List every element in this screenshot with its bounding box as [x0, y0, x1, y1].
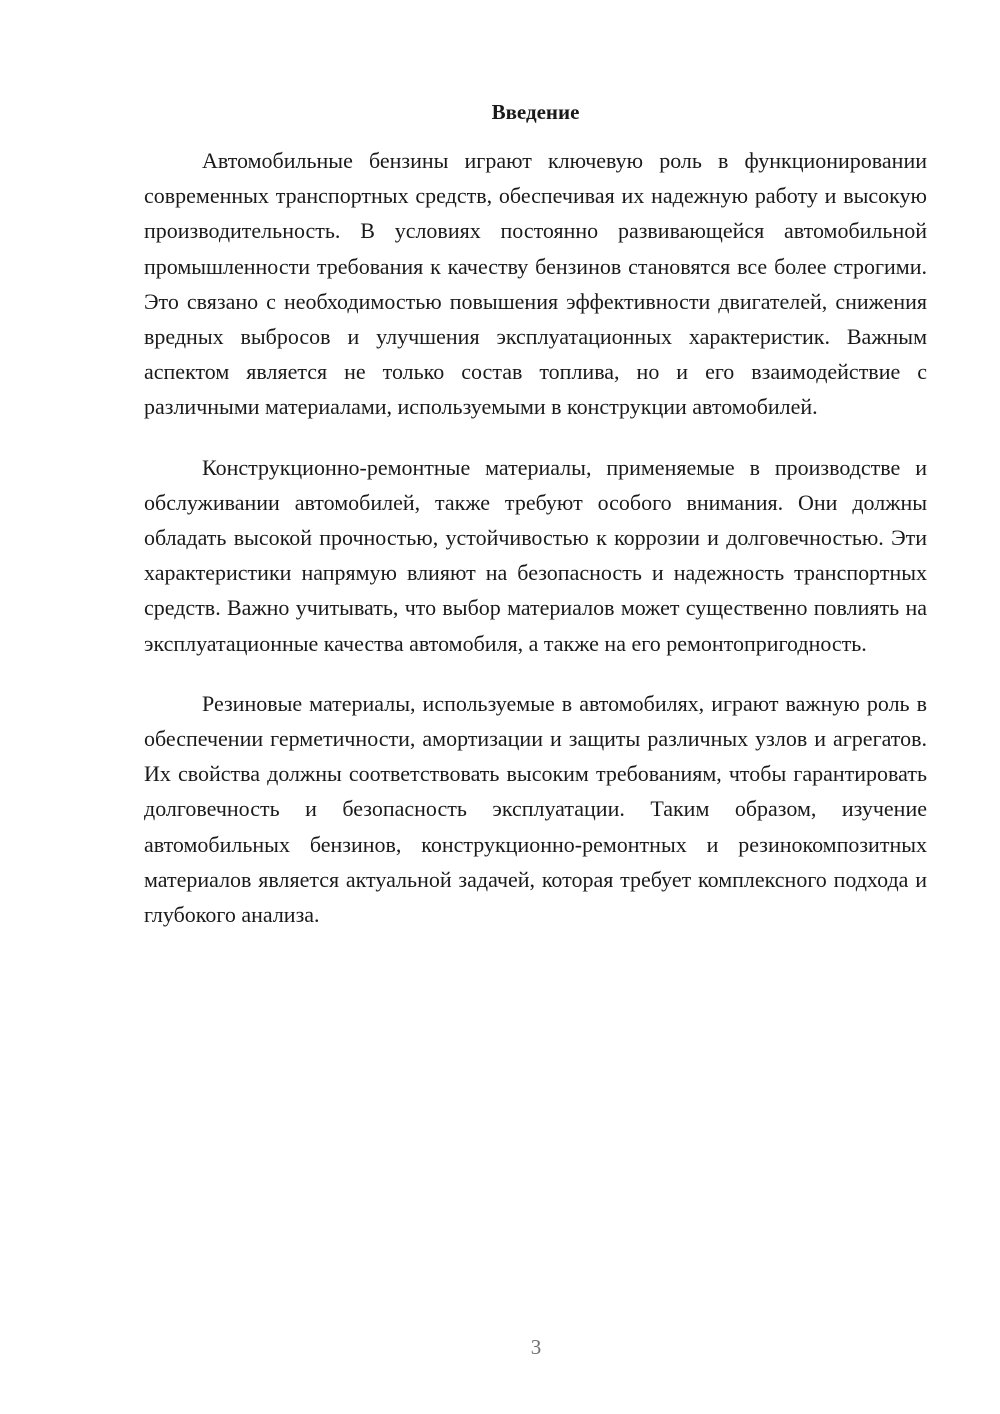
paragraph-rubber-materials: Резиновые материалы, используемые в автомобилях, играют важную роль в обеспечении герметичности, амортизации и защиты различных узлов и агрегатов. Их свойства должны соответствовать высоким требованиям, чтобы гарантировать долговечность и безопасность эксплуатации. Таким образом, изучение автомобильных бензинов, конструкционно-ремонтных и резинокомпозитных материалов является актуальной задачей, которая требует комплексного подхода и глубокого анализа. — [144, 690, 927, 928]
paragraph-structural-materials: Конструкционно-ремонтные материалы, применяемые в производстве и обслуживании автомобилей, также требуют особого внимания. Они должны обладать высокой прочностью, устойчивостью к коррозии и долговечностью. Эти характеристики напрямую влияют на безопасность и надежность транспортных средств. Важно учитывать, что выбор материалов может существенно повлиять на эксплуатационные качества автомобиля, а также на его ремонтопригодность. — [144, 454, 927, 656]
section-heading: Введение — [491, 100, 580, 124]
page-number: 3 — [530, 1335, 542, 1359]
paragraph-gasoline: Автомобильные бензины играют ключевую роль в функционировании современных транспортных средств, обеспечивая их надежную работу и высокую производительность. В условиях постоянно развивающейся автомобильной промышленности требования к качеству бензинов становятся все более строгими. Это связано с необходимостью повышения эффективности двигателей, снижения вредных выбросов и улучшения эксплуатационных характеристик. Важным аспектом является не только состав топлива, но и его взаимодействие с различными материалами, используемыми в конструкции автомобилей. — [144, 148, 927, 420]
body-text — [144, 143, 927, 957]
